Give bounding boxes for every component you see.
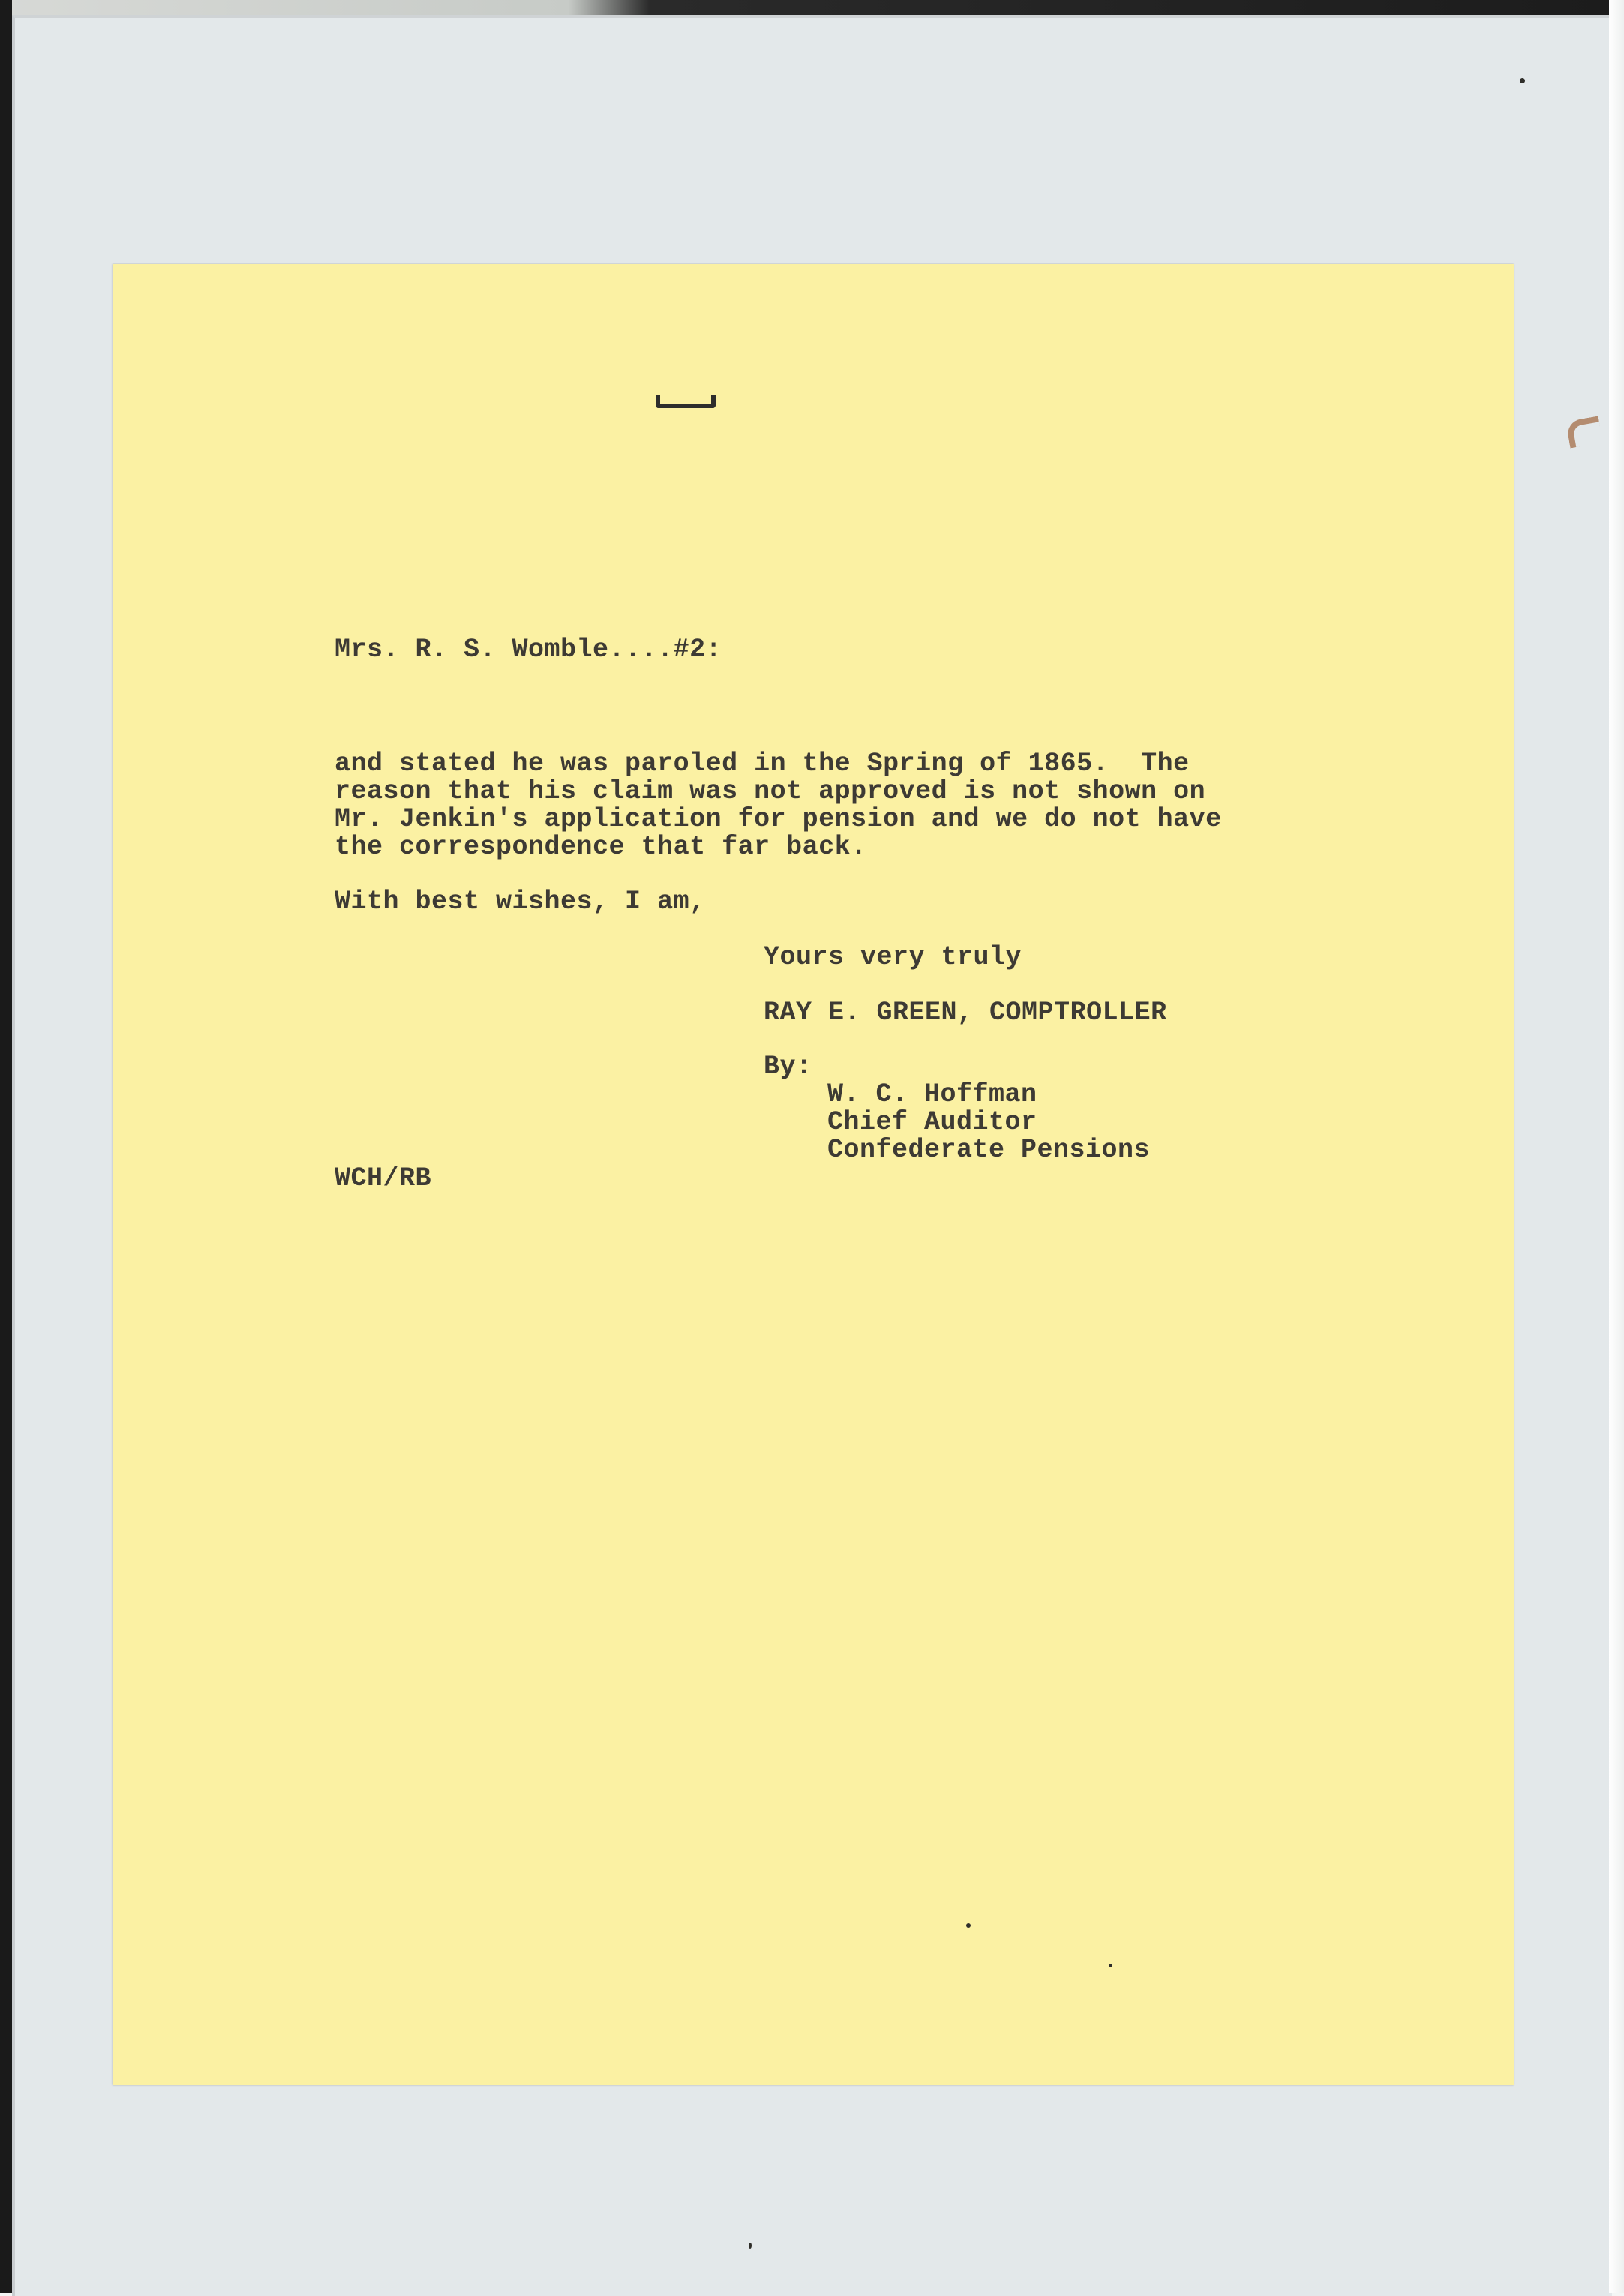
signature-office: RAY E. GREEN, COMPTROLLER xyxy=(764,998,1167,1028)
letter-closing: With best wishes, I am, xyxy=(335,887,706,917)
body-line: the correspondence that far back. xyxy=(335,832,867,862)
letter-heading: Mrs. R. S. Womble....#2: xyxy=(335,635,722,665)
body-line: reason that his claim was not approved is not shown on xyxy=(335,776,1206,806)
body-line: and stated he was paroled in the Spring of 1865. The xyxy=(335,749,1190,779)
paper-speck xyxy=(966,1923,971,1928)
signer-department: Confederate Pensions xyxy=(827,1135,1151,1165)
body-line: Mr. Jenkin's application for pension and we do not have xyxy=(335,804,1222,834)
letter-body xyxy=(335,750,1222,861)
scan-left-edge xyxy=(0,0,12,2293)
signature-block xyxy=(827,1081,1150,1164)
paper-speck xyxy=(1109,1964,1112,1967)
signature-valediction: Yours very truly xyxy=(764,942,1022,972)
paper-speck xyxy=(749,2243,752,2249)
signer-name: W. C. Hoffman xyxy=(827,1079,1037,1109)
scan-top-bar xyxy=(0,0,1624,15)
signature-by-label: By: xyxy=(764,1052,812,1082)
reference-initials: WCH/RB xyxy=(335,1163,432,1193)
staple-mark-icon xyxy=(656,395,716,408)
letter-page xyxy=(113,264,1514,2085)
paper-speck xyxy=(1520,78,1525,83)
signer-title: Chief Auditor xyxy=(827,1107,1037,1137)
scan-right-edge xyxy=(1609,0,1624,2293)
